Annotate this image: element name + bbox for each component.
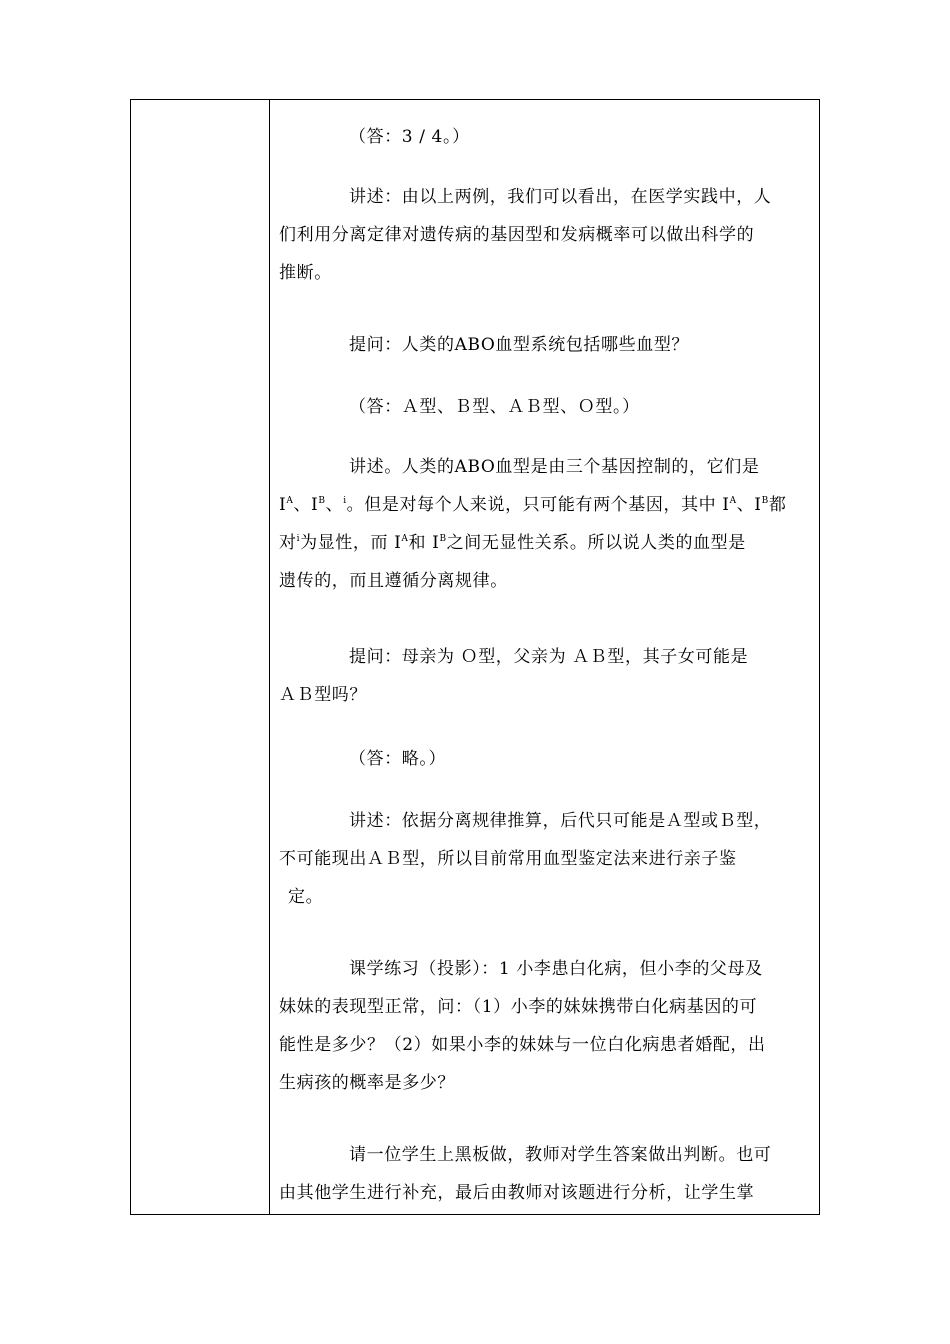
question-paragraph-1: 提问：人类的ABO血型系统包括哪些血型？ [349, 335, 690, 355]
question-paragraph-2: 提问：母亲为 Ｏ型，父亲为 ＡＢ型，其子女可能是 ＡＢ型吗？ [279, 647, 749, 705]
narration-paragraph-3: 讲述：依据分离规律推算，后代只可能是Ａ型或Ｂ型， 不可能现出ＡＢ型，所以目前常用血型鉴定法来进行亲子鉴 定。 [279, 811, 772, 907]
table-left-cell [131, 100, 270, 1214]
table-content-cell [270, 100, 819, 1214]
answer-paragraph-1: （答：3 / 4。） [349, 127, 470, 147]
exercise-paragraph: 课学练习（投影）：1 小李患白化病，但小李的父母及 妹妹的表现型正常，问：（1）小李的妹妹携带白化病基因的可 能性是多少？（2）如果小李的妹妹与一位白化病患者婚配，出 生病孩的概率是多少？ [279, 959, 766, 1093]
blood-gene-line: $I^A$、$I^B$、$^i$。但是对每个人来说，只可能有两个基因，其中 $I^A$、$I^B$都 [279, 495, 787, 515]
answer-paragraph-3: （答：略。） [349, 749, 447, 769]
dominance-line: 对$^i$为显性，而 $I^A$和 $I^B$之间无显性关系。所以说人类的血型是 [279, 533, 746, 553]
narration-paragraph-2: 讲述。人类的ABO血型是由三个基因控制的，它们是 $I^A$、$I^B$、$^i$。但是对每个人来说，只可能有两个基因，其中 $I^A$、$I^B$都 对$^i$为显性，而 $I^A$和 $I^B$之间无显性关系。所以说人类的血型是 遗传的，而且遵循分离规律。 [279, 448, 807, 600]
lesson-table [130, 99, 820, 1215]
answer-paragraph-2: （答：Ａ型、Ｂ型、ＡＢ型、Ｏ型。） [349, 397, 640, 417]
narration-paragraph-1: 讲述：由以上两例，我们可以看出，在医学实践中，人 们利用分离定律对遗传病的基因型和发病概率可以做出科学的 推断。 [279, 187, 772, 283]
instruction-paragraph: 请一位学生上黑板做，教师对学生答案做出判断。也可 由其他学生进行补充，最后由教师对该题进行分析，让学生掌 [279, 1145, 772, 1203]
